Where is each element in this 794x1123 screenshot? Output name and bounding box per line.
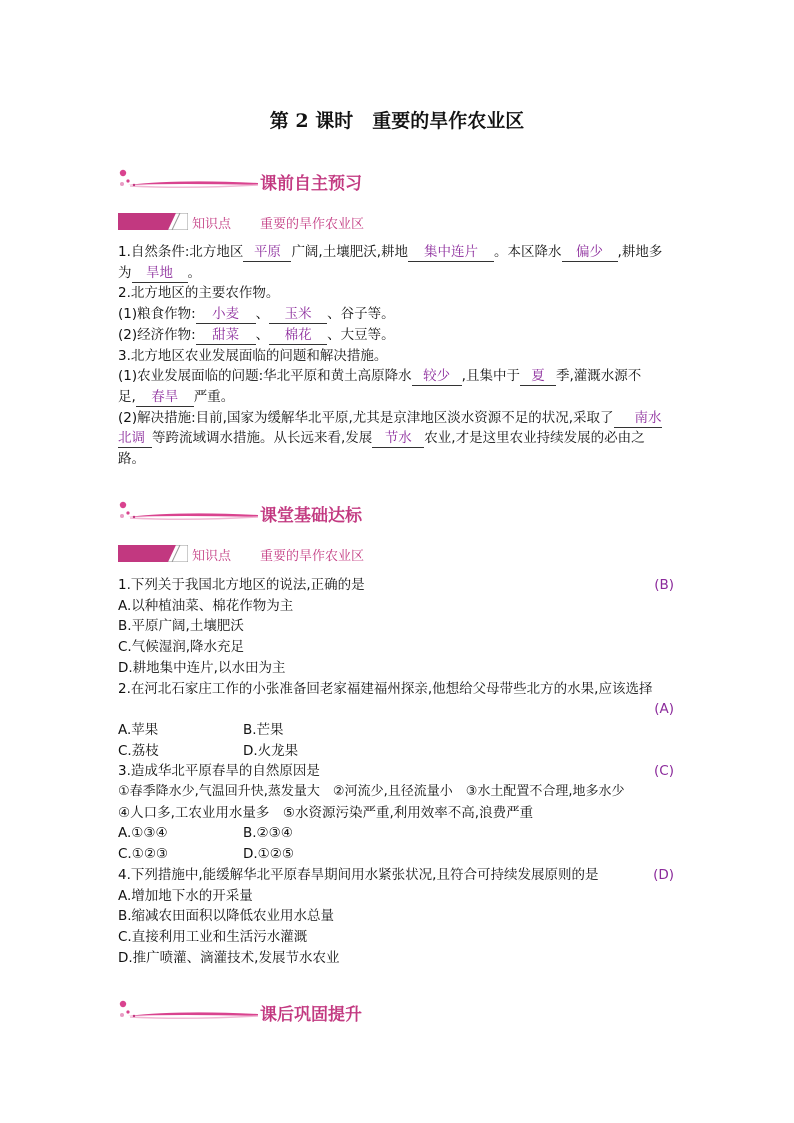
text: 1.下列关于我国北方地区的说法,正确的是: [118, 577, 365, 593]
text: ,且集中于: [461, 368, 520, 385]
option: C.气候湿润,降水充足: [118, 639, 245, 656]
statement-line: ④人口多,工农业用水量多 ⑤水资源污染严重,利用效率不高,浪费严重: [118, 804, 534, 821]
text: 季,灌溉水源不: [555, 368, 642, 385]
knowledge-tag-icon: [118, 545, 188, 562]
section-title: 课堂基础达标: [260, 506, 362, 526]
questions-block: [118, 575, 674, 968]
section-header-after: [118, 998, 418, 1026]
text: 、大豆等。: [327, 326, 395, 343]
text: 、: [255, 326, 270, 343]
preview-line: [118, 387, 674, 408]
answer-label: (B): [654, 577, 674, 593]
text: (2)经济作物:: [118, 326, 196, 343]
preview-line: [118, 428, 674, 449]
option: D.推广喷灌、滴灌技术,发展节水农业: [118, 949, 340, 966]
option: C.①②③: [118, 846, 169, 863]
text: 农业,才是这里农业持续发展的必由之: [424, 430, 645, 447]
statement-line: ①春季降水少,气温回升快,蒸发量大 ②河流少,且径流量小 ③水土配置不合理,地多水少: [118, 784, 625, 800]
fill-blank: 北调: [118, 430, 152, 448]
fill-blank: 小麦: [196, 306, 256, 324]
knowledge-point-label: 知识点: [192, 217, 232, 232]
option: D.耕地集中连片,以水田为主: [118, 659, 286, 676]
fill-blank: 较少: [412, 368, 462, 386]
option: B.平原广阔,土壤肥沃: [118, 618, 244, 635]
text: 。本区降水: [494, 244, 562, 260]
fill-blank: 春旱: [136, 389, 194, 407]
fill-blank: 平原: [243, 244, 291, 262]
text: 3.造成华北平原春旱的自然原因是: [118, 763, 320, 780]
preview-line: [118, 366, 674, 387]
text: ,耕地多: [617, 244, 663, 260]
page-title: 第 2 课时 重要的旱作农业区: [269, 110, 525, 132]
fill-blank: 棉花: [269, 327, 327, 345]
option-row: [118, 741, 674, 762]
fill-blank: 偏少: [562, 244, 618, 262]
option-row: [118, 844, 674, 865]
option-row: [118, 720, 674, 741]
section-title: 课后巩固提升: [260, 1005, 362, 1025]
preview-line: [118, 263, 674, 284]
option: C.直接利用工业和生活污水灌溉: [118, 928, 308, 945]
fill-blank: 节水: [372, 430, 424, 448]
preview-line: [118, 304, 674, 325]
fill-blank: 南水: [614, 410, 662, 428]
option: D.火龙果: [243, 742, 299, 759]
option: B.缩减农田面积以降低农业用水总量: [118, 908, 335, 925]
fill-blank: 旱地: [132, 265, 188, 283]
text: 等跨流域调水措施。从长远来看,发展: [152, 430, 373, 447]
fill-blank: 夏: [520, 368, 556, 386]
preview-line: 路。: [118, 451, 145, 468]
text: 。: [187, 264, 201, 281]
question-stem: [118, 865, 674, 886]
text: (1)粮食作物:: [118, 306, 196, 323]
option: A.苹果: [118, 721, 159, 738]
fill-blank: 甜菜: [196, 327, 256, 345]
answer-label: (A): [654, 701, 674, 718]
preview-line: [118, 408, 674, 429]
preview-content: [118, 242, 674, 470]
fill-blank: 集中连片: [408, 244, 494, 262]
question-stem: [118, 761, 674, 782]
text: 、谷子等。: [327, 306, 395, 323]
answer-label: (C): [654, 763, 674, 780]
text: 、: [255, 306, 270, 323]
section-ribbon-icon: [118, 499, 260, 527]
option: A.①③④: [118, 825, 168, 842]
question-stem: [118, 575, 674, 596]
option: B.②③④: [243, 825, 293, 842]
question-stem: 2.在河北石家庄工作的小张准备回老家福建福州探亲,他想给父母带些北方的水果,应该选择: [118, 680, 653, 697]
text: (2)解决措施:目前,国家为缓解华北平原,尤其是京津地区淡水资源不足的状况,采取了: [118, 409, 614, 426]
text: 4.下列措施中,能缓解华北平原春旱期间用水紧张状况,且符合可持续发展原则的是: [118, 866, 599, 883]
section-ribbon-icon: [118, 167, 260, 195]
section-title: 课前自主预习: [260, 174, 362, 194]
option: C.荔枝: [118, 742, 159, 759]
knowledge-point-label: 知识点: [192, 549, 232, 564]
answer-label: (D): [653, 866, 674, 883]
section-header-class: [118, 499, 418, 527]
preview-line: [118, 325, 674, 346]
fill-blank: 玉米: [269, 306, 327, 324]
text: (1)农业发展面临的问题:华北平原和黄土高原降水: [118, 368, 412, 385]
text: 足,: [118, 388, 136, 405]
preview-line: [118, 242, 674, 263]
text: 1.自然条件:北方地区: [118, 244, 244, 260]
knowledge-tag-icon: [118, 213, 188, 230]
option: A.以种植油菜、棉花作物为主: [118, 597, 294, 614]
answer-row: [118, 699, 674, 720]
option: B.芒果: [243, 721, 284, 738]
preview-line: 3.北方地区农业发展面临的问题和解决措施。: [118, 347, 388, 364]
section-header-preview: [118, 167, 418, 195]
text: 为: [118, 264, 132, 281]
text: 广阔,土壤肥沃,耕地: [291, 244, 409, 260]
option-row: [118, 823, 674, 844]
option: D.①②⑤: [243, 846, 294, 863]
knowledge-point-topic: 重要的旱作农业区: [260, 217, 365, 232]
text: 严重。: [193, 388, 235, 405]
section-ribbon-icon: [118, 998, 260, 1026]
option: A.增加地下水的开采量: [118, 887, 253, 904]
preview-line: 2.北方地区的主要农作物。: [118, 285, 280, 302]
knowledge-point-topic: 重要的旱作农业区: [260, 549, 365, 564]
